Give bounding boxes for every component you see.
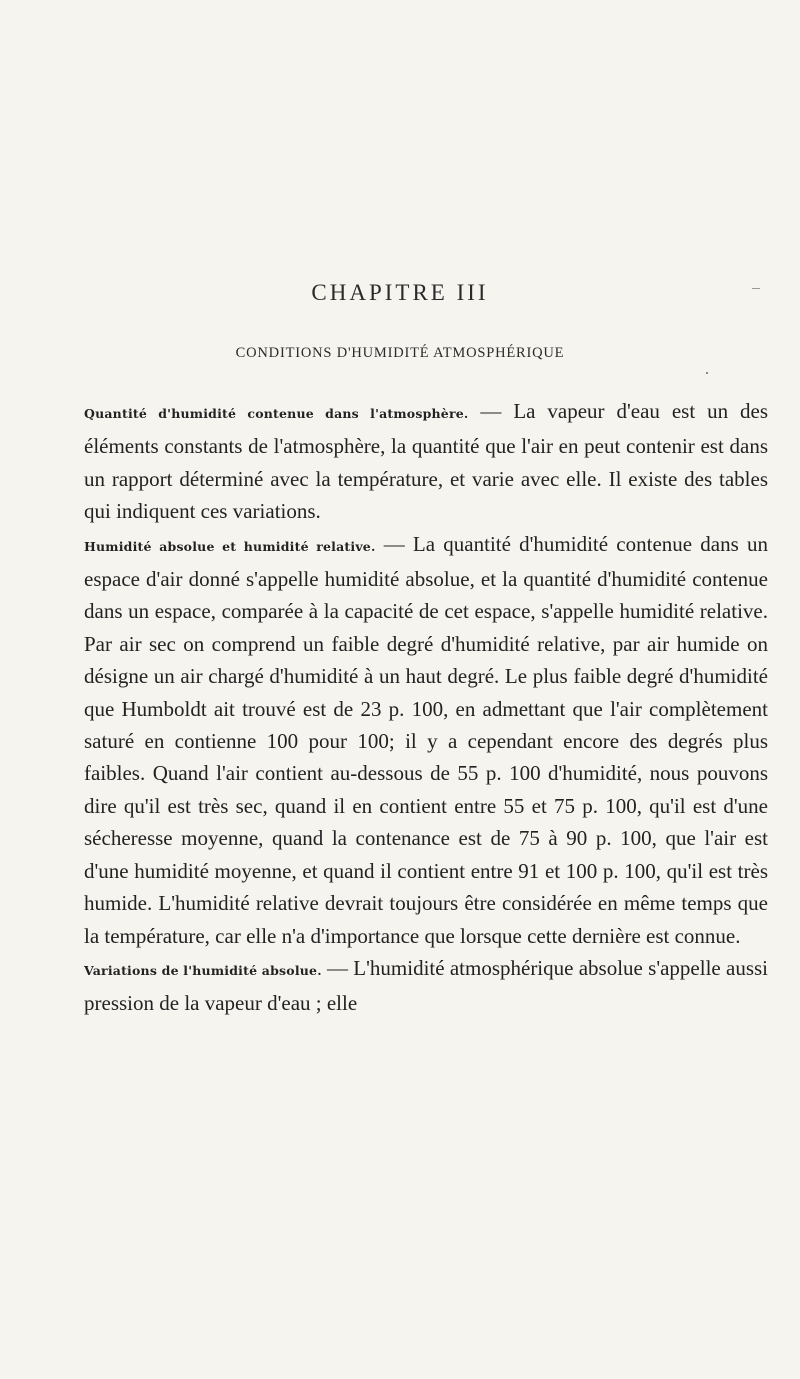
section-heading: Quantité d'humidité contenue dans l'atmosphère. — [84, 406, 469, 421]
chapter-subtitle: CONDITIONS D'HUMIDITÉ ATMOSPHÉRIQUE — [235, 345, 565, 361]
body-text — [84, 395, 768, 1020]
paragraph-text: — La quantité d'humidité contenue dans un espace d'air donné s'appelle humidité absolue, et la quantité d'humidité contenue dans un espace, comparée à la capacité de cet espace, s'appelle humidité relative. Par air sec on comprend un faible degré d'humidité relative, par air humide on désigne un air chargé d'humidité à un haut degré. Le plus faible degré d'humidité que Humboldt ait trouvé est de 23 p. 100, en admettant que l'air complètement saturé en contienne 100 pour 100; il y a cependant encore des degrés plus faibles. Quand l'air contient au-dessous de 55 p. 100 d'humidité, nous pouvons dire qu'il est très sec, quand il en contient entre 55 et 75 p. 100, qu'il est d'une sécheresse moyenne, quand la contenance est de 75 à 90 p. 100, que l'air est d'une humidité moyenne, et quand il contient entre 91 et 100 p. 100, qu'il est très humide. L'humidité relative devrait toujours être considérée en même temps que la température, car elle n'a d'importance que lorsque cette dernière est connue. — [84, 531, 769, 948]
print-speck — [706, 372, 708, 374]
chapter-title: CHAPITRE III — [311, 280, 489, 305]
paragraph-variations — [84, 952, 768, 1020]
paragraph-text: — La vapeur d'eau est un des éléments constants de l'atmosphère, la quantité que l'air en peut contenir est dans un rapport déterminé avec la température, et varie avec elle. Il existe des tables qui indiquent ces variations. — [84, 399, 769, 524]
print-mark — [752, 288, 760, 289]
paragraph-text: — L'humidité atmosphérique absolue s'appelle aussi pression de la vapeur d'eau ; elle — [84, 955, 768, 1016]
section-heading: Humidité absolue et humidité relative. — [84, 538, 376, 554]
section-heading: Variations de l'humidité absolue. — [84, 962, 322, 978]
paragraph-humidite — [84, 528, 768, 952]
paragraph-quantite — [84, 395, 768, 528]
